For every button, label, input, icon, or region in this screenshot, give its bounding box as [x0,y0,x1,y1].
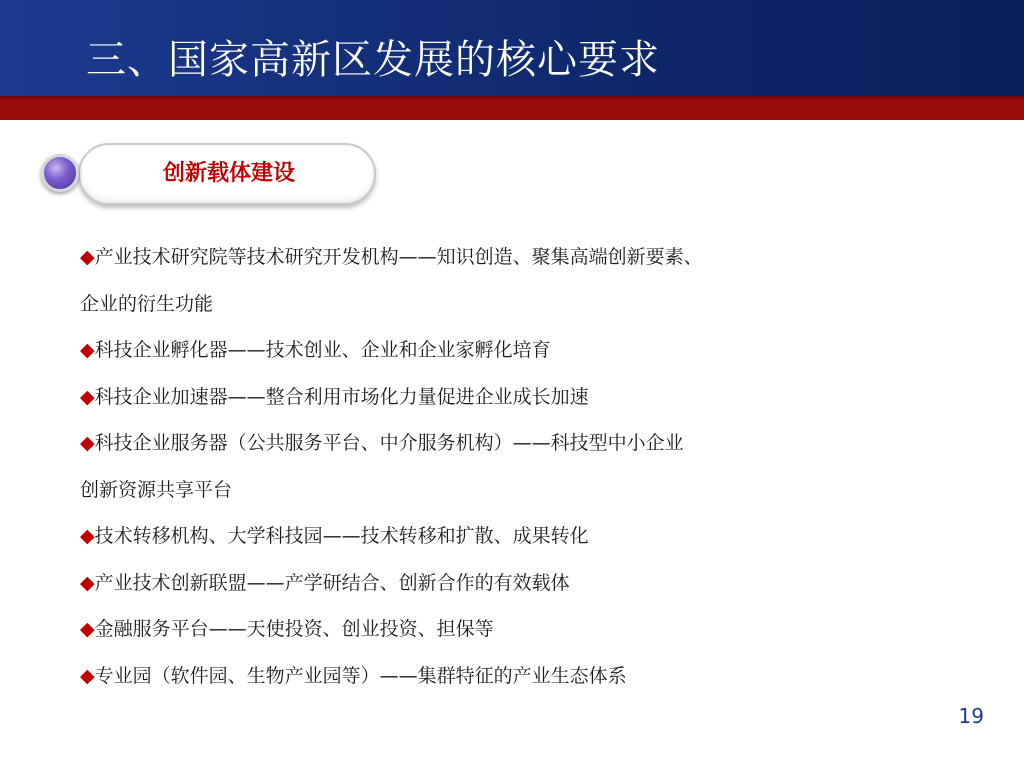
list-item [80,234,960,281]
section-label-pill [78,143,376,205]
list-item-continuation [80,281,960,328]
list-item-text: 创新资源共享平台 [80,478,233,501]
list-item [80,560,960,607]
list-item [80,653,960,700]
list-item-text: 企业的衍生功能 [80,292,214,315]
section-label: 创新载体建设 [162,161,295,186]
list-item [80,420,960,467]
diamond-bullet-icon: ◆ [80,246,95,268]
list-item-text: 产业技术研究院等技术研究开发机构——知识创造、聚集高端创新要素、 [94,246,703,268]
purple-orb-icon [41,154,79,192]
list-item [80,513,960,560]
diamond-bullet-icon: ◆ [80,664,95,687]
list-item-text: 科技企业服务器（公共服务平台、中介服务机构）——科技型中小企业 [94,432,684,454]
list-item [80,374,960,421]
diamond-bullet-icon: ◆ [80,525,95,547]
header-red-band-edge [0,96,1024,99]
diamond-bullet-icon: ◆ [80,339,95,361]
list-item-text: 产业技术创新联盟——产学研结合、创新合作的有效载体 [94,571,570,594]
list-item-text: 专业园（软件园、生物产业园等）——集群特征的产业生态体系 [94,664,627,687]
diamond-bullet-icon: ◆ [80,571,95,594]
page-title: 三、国家高新区发展的核心要求 [86,37,660,83]
list-item [80,606,960,653]
page-number: 19 [958,704,984,728]
header-bar [0,0,1024,96]
diamond-bullet-icon: ◆ [80,432,95,454]
list-item-text: 科技企业孵化器——技术创业、企业和企业家孵化培育 [94,339,551,361]
diamond-bullet-icon: ◆ [80,385,95,408]
list-item-text: 技术转移机构、大学科技园——技术转移和扩散、成果转化 [94,525,589,547]
list-item-text: 金融服务平台——天使投资、创业投资、担保等 [94,618,494,640]
list-item-continuation [80,467,960,514]
content-list [80,234,960,699]
list-item [80,327,960,374]
list-item-text: 科技企业加速器——整合利用市场化力量促进企业成长加速 [94,385,589,408]
header-red-band [0,96,1024,120]
diamond-bullet-icon: ◆ [80,618,95,640]
